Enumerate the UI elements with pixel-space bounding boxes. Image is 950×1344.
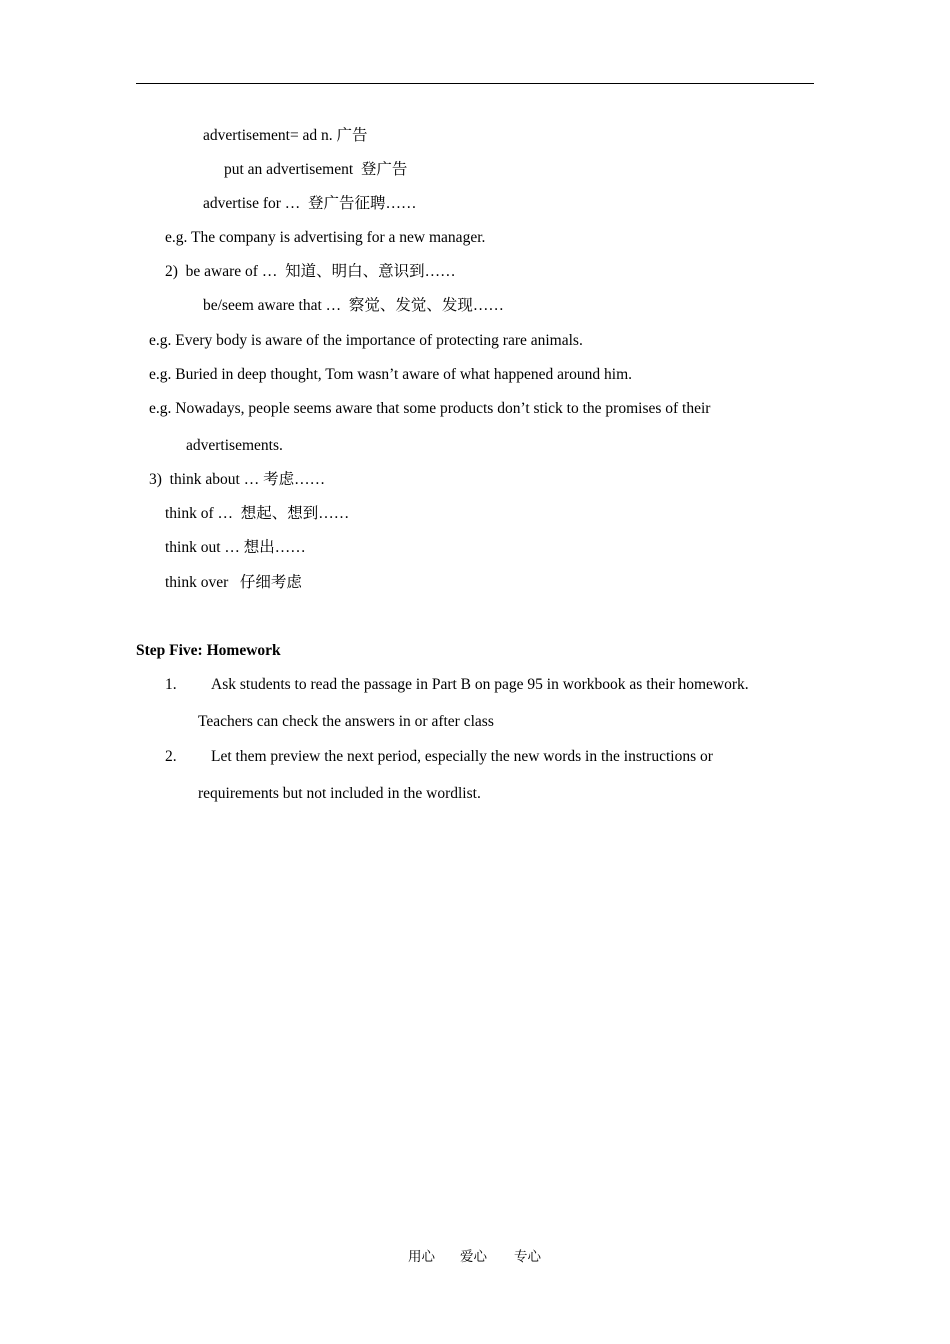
example-nowadays-line1: e.g. Nowadays, people seems aware that some products don’t stick to the promises of their	[149, 400, 711, 417]
homework-item-1-line1: Ask students to read the passage in Part B on page 95 in workbook as their homework.	[211, 676, 749, 693]
note-put-ad: put an advertisement 登广告	[224, 161, 408, 178]
homework-item-1-line2: Teachers can check the answers in or after class	[198, 713, 494, 730]
homework-item-2-line2: requirements but not included in the wordlist.	[198, 785, 481, 802]
note-think-over: think over 仔细考虑	[165, 574, 302, 591]
note-advertisement: advertisement= ad n. 广告	[203, 127, 368, 144]
note-think-of: think of … 想起、想到……	[165, 505, 350, 522]
footer-word-3: 专心	[514, 1249, 541, 1264]
footer-word-1: 用心	[408, 1249, 435, 1264]
note-think-about: 3) think about … 考虑……	[149, 471, 326, 488]
note-be-seem-aware: be/seem aware that … 察觉、发觉、发现……	[203, 297, 504, 314]
note-think-out: think out … 想出……	[165, 539, 306, 556]
example-nowadays-line2: advertisements.	[186, 437, 283, 454]
homework-item-number: 1.	[165, 676, 177, 693]
homework-heading: Step Five: Homework	[136, 642, 281, 659]
footer-word-2: 爱心	[460, 1249, 487, 1264]
note-be-aware-of: 2) be aware of … 知道、明白、意识到……	[165, 263, 456, 280]
example-advertising: e.g. The company is advertising for a new manager.	[165, 229, 486, 246]
example-buried: e.g. Buried in deep thought, Tom wasn’t aware of what happened around him.	[149, 366, 633, 383]
header-rule	[136, 83, 814, 84]
homework-item-2-line1: Let them preview the next period, especially the new words in the instructions or	[211, 748, 713, 765]
note-advertise-for: advertise for … 登广告征聘……	[203, 195, 417, 212]
example-every-body: e.g. Every body is aware of the importance of protecting rare animals.	[149, 332, 583, 349]
homework-item-number: 2.	[165, 748, 177, 765]
